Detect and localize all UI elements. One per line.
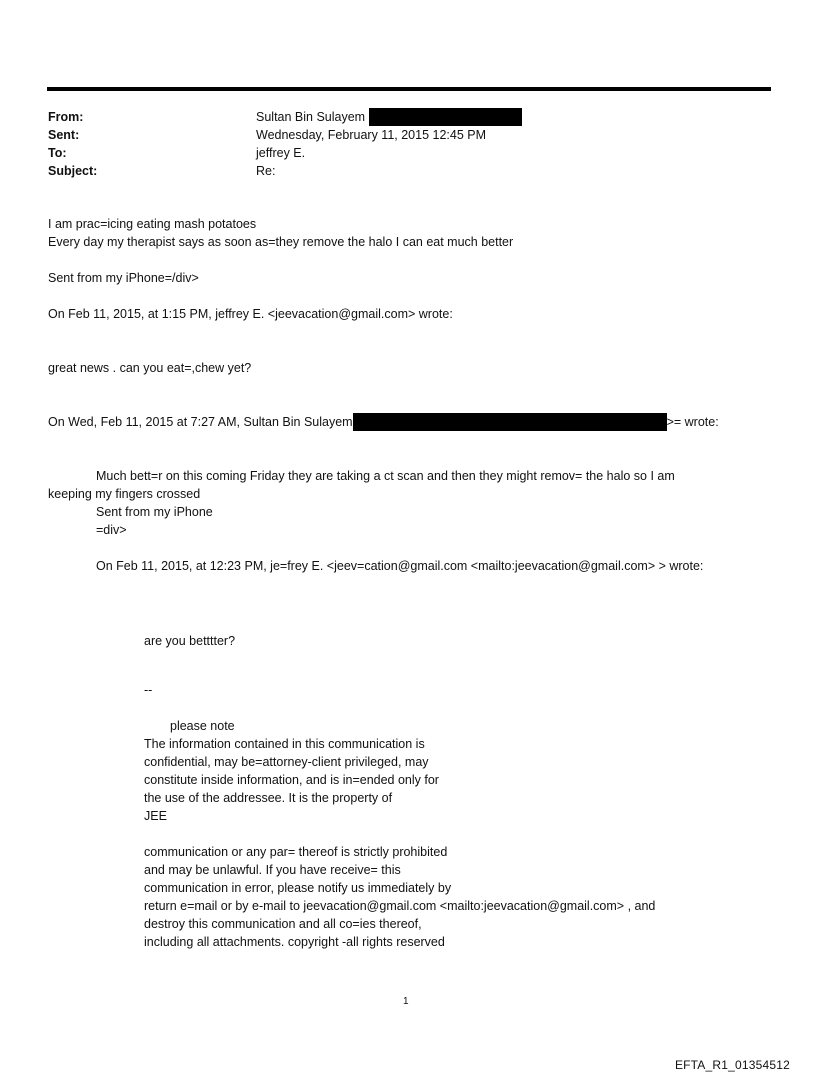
- body-line: Sent from my iPhone=/div>: [48, 271, 199, 285]
- sent-value: Wednesday, February 11, 2015 12:45 PM: [256, 128, 486, 142]
- body-line: Much bett=r on this coming Friday they are taking a ct scan and then they might remov= the halo so I am: [96, 469, 675, 483]
- disclaimer-line: the use of the addressee. It is the property of: [144, 791, 393, 805]
- from-value: [256, 108, 522, 126]
- disclaimer-line: confidential, may be=attorney-client privileged, may: [144, 755, 429, 769]
- to-label: To:: [48, 146, 67, 160]
- signature-separator: --: [144, 683, 153, 697]
- page-number: 1: [403, 996, 409, 1007]
- body-line: are you betttter?: [144, 634, 236, 648]
- disclaimer-line: and may be unlawful. If you have receive= this: [144, 863, 401, 877]
- body-line: Every day my therapist says as soon as=they remove the halo I can eat much better: [48, 235, 514, 249]
- disclaimer-line: return e=mail or by e-mail to jeevacation@gmail.com <mailto:jeevacation@gmail.com> , and: [144, 899, 656, 913]
- disclaimer-line: including all attachments. copyright -all rights reserved: [144, 935, 445, 949]
- quote-header: On Feb 11, 2015, at 12:23 PM, je=frey E. <jeev=cation@gmail.com <mailto:jeevacation@gmail.com> > wrote:: [96, 559, 704, 573]
- quote-header-tail: >= wrote:: [666, 415, 719, 429]
- body-line: =div>: [96, 523, 127, 537]
- redaction-box: [353, 413, 667, 431]
- from-label: From:: [48, 110, 84, 124]
- from-name: Sultan Bin Sulayem: [256, 110, 366, 124]
- document-id: EFTA_R1_01354512: [674, 1058, 790, 1072]
- body-line: I am prac=icing eating mash potatoes: [48, 217, 257, 231]
- sent-label: Sent:: [48, 128, 80, 142]
- subject-label: Subject:: [48, 164, 98, 178]
- body-line: Sent from my iPhone: [96, 505, 213, 519]
- disclaimer-line: communication or any par= thereof is strictly prohibited: [144, 845, 448, 859]
- body-line: great news . can you eat=,chew yet?: [48, 361, 252, 375]
- disclaimer-line: communication in error, please notify us immediately by: [144, 881, 452, 895]
- quote-header-text: On Wed, Feb 11, 2015 at 7:27 AM, Sultan Bin Sulayem: [48, 415, 353, 429]
- quote-header: On Feb 11, 2015, at 1:15 PM, jeffrey E. <jeevacation@gmail.com> wrote:: [48, 307, 453, 321]
- subject-value: Re:: [256, 164, 276, 178]
- body-line: keeping my fingers crossed: [48, 487, 201, 501]
- disclaimer-line: destroy this communication and all co=ies thereof,: [144, 917, 422, 931]
- to-value: jeffrey E.: [256, 146, 306, 160]
- disclaimer-title: please note: [170, 719, 235, 733]
- disclaimer-line: constitute inside information, and is in=ended only for: [144, 773, 439, 787]
- disclaimer-line: The information contained in this communication is: [144, 737, 425, 751]
- quote-header: [48, 413, 719, 431]
- redaction-box: [369, 108, 522, 126]
- disclaimer-line: JEE: [144, 809, 167, 823]
- header-rule: [47, 87, 771, 91]
